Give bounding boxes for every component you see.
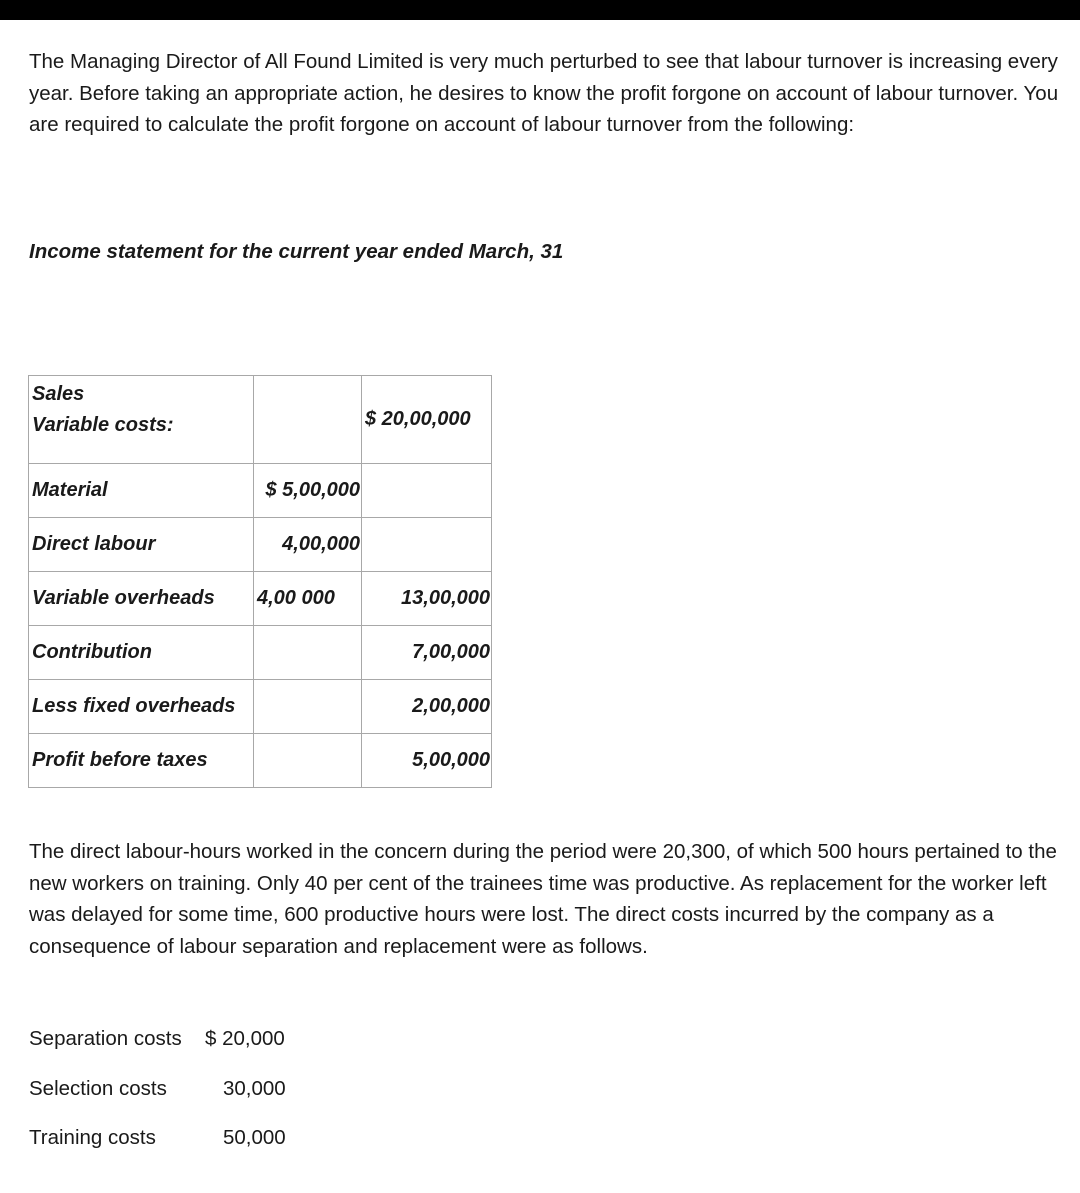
fixed-overheads-mid-cell xyxy=(254,680,362,734)
table-row-contribution xyxy=(29,626,492,680)
total-variable-costs-value: 13,00,000 xyxy=(362,572,492,626)
contribution-label: Contribution xyxy=(29,626,254,680)
separation-costs-value: $ 20,000 xyxy=(205,1027,285,1050)
fixed-overheads-value: 2,00,000 xyxy=(362,680,492,734)
variable-costs-label: Variable costs: xyxy=(32,414,174,436)
table-row-material xyxy=(29,464,492,518)
table-row-direct-labour xyxy=(29,518,492,572)
contribution-mid-cell xyxy=(254,626,362,680)
selection-costs-value: 30,000 xyxy=(223,1076,286,1100)
fixed-overheads-label: Less fixed overheads xyxy=(29,680,254,734)
intro-paragraph: The Managing Director of All Found Limited is very much perturbed to see that labour turnover is increasing every year. Before taking an appropriate action, he desires to know the profit forgone on account of labour turnover. You are required to calculate the profit forgone on account of labour turnover from the following: xyxy=(29,50,1059,136)
labour-hours-paragraph: The direct labour-hours worked in the concern during the period were 20,300, of which 500 hours pertained to the new workers on training. Only 40 per cent of the trainees time was productive. As replacement for the worker left was delayed for some time, 600 productive hours were lost. The direct costs incurred by the company as a consequence of labour separation and replacement were as follows. xyxy=(29,840,1057,958)
profit-label: Profit before taxes xyxy=(29,734,254,788)
sales-value: $ 20,00,000 xyxy=(362,376,492,464)
sales-label: Sales xyxy=(32,383,85,405)
variable-overheads-label: Variable overheads xyxy=(29,572,254,626)
selection-costs-label: Selection costs xyxy=(29,1076,167,1100)
direct-labour-total-cell xyxy=(362,518,492,572)
direct-labour-value: 4,00,000 xyxy=(254,518,362,572)
top-black-bar xyxy=(0,0,1080,20)
sales-mid-cell xyxy=(254,376,362,464)
table-row-variable-overheads xyxy=(29,572,492,626)
material-value: $ 5,00,000 xyxy=(254,464,362,518)
material-label: Material xyxy=(29,464,254,518)
profit-value: 5,00,000 xyxy=(362,734,492,788)
statement-heading: Income statement for the current year ended March, 31 xyxy=(29,240,564,263)
table-row-profit xyxy=(29,734,492,788)
training-costs-value: 50,000 xyxy=(223,1126,286,1149)
table-row-fixed-overheads xyxy=(29,680,492,734)
direct-labour-label: Direct labour xyxy=(29,518,254,572)
material-total-cell xyxy=(362,464,492,518)
separation-costs-label: Separation costs xyxy=(29,1027,182,1050)
profit-mid-cell xyxy=(254,734,362,788)
training-costs-label: Training costs xyxy=(29,1126,156,1149)
income-statement-table xyxy=(28,375,492,788)
table-row-sales xyxy=(29,376,492,464)
contribution-value: 7,00,000 xyxy=(362,626,492,680)
sales-label-cell xyxy=(29,376,254,464)
variable-overheads-value: 4,00 000 xyxy=(254,572,362,626)
